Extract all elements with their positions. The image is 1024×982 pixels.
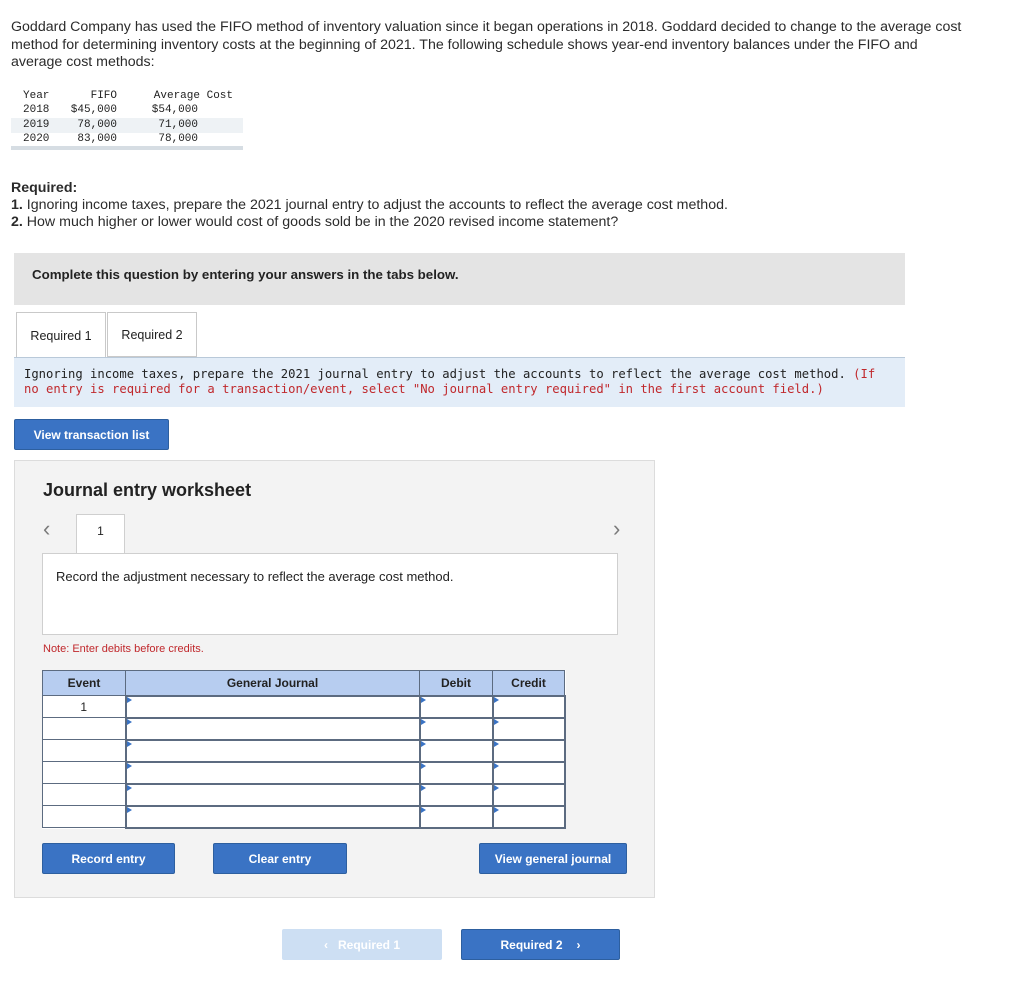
credit-input[interactable] (493, 784, 565, 806)
debit-input[interactable] (420, 718, 493, 740)
required-item-1 (11, 197, 911, 214)
view-general-journal-button[interactable]: View general journal (479, 843, 627, 874)
tab-required-2[interactable]: Required 2 (107, 312, 197, 357)
table-row (43, 806, 565, 828)
cell-fifo: $45,000 (70, 104, 117, 117)
entry-tab-1[interactable]: 1 (76, 514, 125, 554)
next-required-label: Required 2 (500, 937, 563, 952)
required-heading: Required: (11, 180, 78, 196)
required-item-2 (11, 214, 911, 231)
event-cell (43, 740, 126, 762)
cell-year: 2020 (23, 132, 50, 145)
column-debit: Debit (420, 671, 493, 696)
debit-input[interactable] (420, 762, 493, 784)
credit-input[interactable] (493, 718, 565, 740)
column-general-journal: General Journal (126, 671, 420, 696)
cell-average-cost: $54,000 (151, 104, 198, 117)
account-input[interactable] (126, 784, 420, 806)
journal-entry-worksheet (14, 460, 655, 898)
intro-paragraph: Goddard Company has used the FIFO method of inventory valuation since it began operations in 2018. Goddard decided to change to the average cost method for determining inventory costs at the beginning of 2021. The following schedule shows year-end inventory balances under the FIFO and average cost methods: (11, 19, 962, 70)
event-cell (43, 718, 126, 740)
cell-year: 2019 (11, 118, 63, 133)
next-required-button[interactable] (461, 929, 620, 960)
answer-tabs (16, 312, 197, 358)
journal-table-header (43, 671, 565, 696)
instruction-text: Ignoring income taxes, prepare the 2021 journal entry to adjust the accounts to reflect the average cost method. (24, 367, 846, 381)
header-year: Year (23, 89, 50, 102)
event-cell (43, 806, 126, 828)
debit-input[interactable] (420, 784, 493, 806)
column-event: Event (43, 671, 126, 696)
chevron-right-icon[interactable]: › (613, 516, 621, 541)
table-row (11, 133, 243, 148)
inventory-table (11, 89, 243, 150)
table-row (43, 718, 565, 740)
cell-average-cost: 78,000 (158, 132, 198, 145)
cell-fifo: 83,000 (77, 132, 117, 145)
account-input[interactable] (126, 806, 420, 828)
worksheet-title: Journal entry worksheet (43, 480, 252, 500)
debit-input[interactable] (420, 740, 493, 762)
credit-input[interactable] (493, 762, 565, 784)
debit-input[interactable] (420, 806, 493, 828)
view-transaction-list-button[interactable]: View transaction list (14, 419, 169, 450)
journal-entry-table (42, 670, 566, 829)
cell-year: 2018 (23, 104, 50, 117)
instruction-note: (If no entry is required for a transaction/event, select "No journal entry required" in the first account field.) (24, 367, 876, 396)
column-credit: Credit (493, 671, 565, 696)
cell-fifo: 78,000 (63, 118, 123, 133)
complete-question-banner: Complete this question by entering your answers in the tabs below. (14, 253, 905, 305)
credit-input[interactable] (493, 740, 565, 762)
cell-average-cost: 71,000 (123, 118, 243, 133)
entry-description: Record the adjustment necessary to reflect the average cost method. (42, 553, 618, 635)
header-fifo: FIFO (90, 89, 117, 102)
required-item-text: Ignoring income taxes, prepare the 2021 journal entry to adjust the accounts to reflect the average cost method. (26, 197, 728, 213)
debits-note: Note: Enter debits before credits. (43, 643, 204, 655)
table-row (11, 118, 243, 133)
tab-required-1[interactable]: Required 1 (16, 312, 106, 358)
chevron-left-icon: ‹ (323, 937, 328, 952)
credit-input[interactable] (493, 806, 565, 828)
event-cell (43, 784, 126, 806)
chevron-left-icon[interactable]: ‹ (43, 516, 51, 541)
header-average-cost: Average Cost (153, 89, 233, 102)
event-cell (43, 762, 126, 784)
table-row (43, 762, 565, 784)
required-item-number: 1. (11, 197, 23, 213)
table-row (43, 784, 565, 806)
clear-entry-button[interactable]: Clear entry (213, 843, 347, 874)
chevron-right-icon: › (576, 937, 581, 952)
prev-required-button[interactable] (282, 929, 442, 960)
account-input[interactable] (126, 718, 420, 740)
account-input[interactable] (126, 740, 420, 762)
instruction-box (14, 358, 905, 407)
inventory-table-header (11, 89, 243, 104)
required-section (11, 180, 911, 231)
account-input[interactable] (126, 762, 420, 784)
required-item-text: How much higher or lower would cost of goods sold be in the 2020 revised income statement? (26, 214, 619, 230)
table-row (43, 740, 565, 762)
table-row (11, 104, 243, 119)
record-entry-button[interactable]: Record entry (42, 843, 175, 874)
debit-input[interactable] (420, 696, 493, 718)
event-cell: 1 (43, 696, 126, 718)
required-item-number: 2. (11, 214, 23, 230)
account-input[interactable] (126, 696, 420, 718)
prev-required-label: Required 1 (337, 937, 400, 952)
table-row (43, 696, 565, 718)
credit-input[interactable] (493, 696, 565, 718)
